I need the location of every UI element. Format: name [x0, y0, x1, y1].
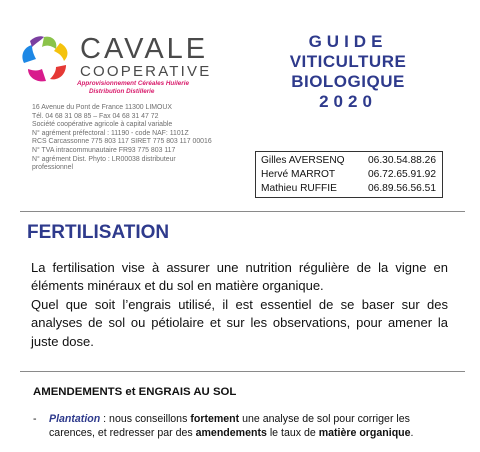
brand-subtitle: COOPERATIVE — [80, 63, 212, 80]
divider — [20, 371, 465, 372]
guide-title-year: 2020 — [319, 92, 377, 111]
logo-petal-blue — [22, 45, 36, 63]
guide-title-line-1: GUIDE — [308, 32, 388, 51]
address-line: N° TVA intracommunautaire FR93 775 803 117 — [32, 146, 176, 154]
bullet-term: Plantation — [49, 413, 101, 425]
activities-line-1: Approvisionnement Céréales Huilerie — [77, 80, 189, 87]
address-line: RCS Carcassonne 775 803 117 SIRET 775 803 117 00016 — [32, 138, 212, 146]
guide-title — [268, 31, 428, 112]
section-title: FERTILISATION — [27, 222, 170, 243]
contact-row — [261, 182, 436, 196]
address-line: Tél. 04 68 31 08 85 – Fax 04 68 31 47 72 — [32, 112, 159, 120]
contact-phone: 06.89.56.56.51 — [368, 183, 436, 194]
intro-paragraph: Quel que soit l’engrais utilisé, il est essentiel de se baser sur des analyses de sol ou pétiolaire et sur les observations, pour amener la juste dose. — [31, 296, 448, 349]
logo-petal-pink — [28, 69, 46, 81]
bullet-emphasis: fortement — [190, 413, 240, 425]
bullet-emphasis: amendements — [195, 427, 267, 439]
contact-name: Hervé MARROT — [261, 169, 336, 180]
company-address — [32, 104, 242, 173]
bullet-fragment: le taux de — [266, 427, 319, 439]
bullet-fragment: . — [410, 427, 414, 439]
address-line: Société coopérative agricole à capital variable — [32, 121, 173, 129]
bullet-emphasis: matière organique — [318, 427, 411, 439]
bullet-line — [49, 412, 453, 426]
intro-paragraph: La fertilisation vise à assurer une nutrition régulière de la vigne en éléments minéraux et du sol en matière organique. — [31, 260, 448, 294]
logo-petal-green — [42, 37, 56, 49]
subsection-title: AMENDEMENTS et ENGRAIS AU SOL — [33, 386, 237, 398]
activities-line-2: Distribution Distillerie — [89, 87, 155, 95]
contact-row — [261, 168, 436, 182]
logo-petal-purple — [30, 36, 44, 47]
guide-title-line-2: VITICULTURE — [289, 52, 407, 71]
address-line: N° agrément préfectoral : 11190 - code NAF: 1101Z — [32, 129, 189, 137]
bullet-line — [49, 426, 453, 440]
cavale-logo-icon — [20, 33, 72, 85]
brand-name: CAVALE — [80, 33, 209, 65]
bullet-dash: - — [33, 413, 37, 425]
bullet-fragment: carences, et redresser par des — [49, 427, 196, 439]
contact-row — [261, 154, 436, 168]
contact-phone: 06.72.65.91.92 — [368, 169, 436, 180]
address-line: 16 Avenue du Pont de France 11300 LIMOUX — [32, 104, 172, 111]
address-line: N° agrément Dist. Phyto : LR00038 distributeur — [32, 155, 176, 163]
contacts-box — [255, 151, 443, 198]
bullet-fragment: : nous conseillons — [100, 413, 191, 425]
bullet-text — [49, 412, 453, 440]
guide-title-line-3: BIOLOGIQUE — [291, 72, 405, 91]
divider — [20, 211, 465, 212]
contact-phone: 06.30.54.88.26 — [368, 155, 436, 166]
contact-name: Gilles AVERSENQ — [261, 155, 345, 166]
address-line: professionnel — [32, 164, 73, 172]
contact-name: Mathieu RUFFIE — [261, 183, 337, 194]
brand-activities — [77, 80, 189, 95]
bullet-fragment: une analyse de sol pour corriger les — [239, 413, 410, 425]
intro-text — [31, 259, 448, 351]
bullet-item — [33, 412, 453, 440]
logo-petal-red — [50, 65, 66, 79]
